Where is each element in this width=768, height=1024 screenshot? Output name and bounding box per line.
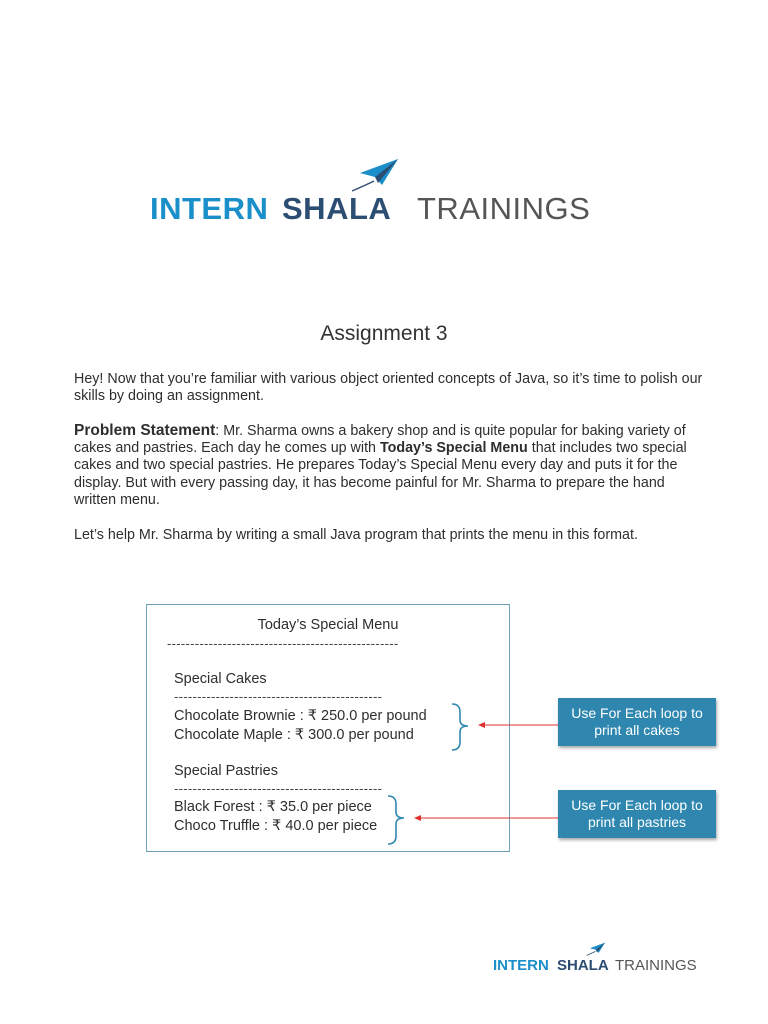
logo-trainings-text: TRAININGS	[417, 191, 591, 226]
cake-item: Chocolate Brownie : ₹ 250.0 per pound	[174, 708, 427, 724]
cakes-heading: Special Cakes	[174, 671, 267, 687]
footer-logo	[493, 940, 703, 976]
problem-text-2: that includes two special cakes and two special pastries. He prepares Today’s Special Menu every day and puts it for the display. But with every passing day, it has become painful for Mr. Sharma to prepare the hand written menu.	[74, 440, 687, 508]
pastries-brace	[388, 796, 404, 844]
paper-plane-icon	[585, 940, 609, 958]
pastry-item: Choco Truffle : ₹ 40.0 per piece	[174, 818, 378, 834]
pastries-arrowhead	[414, 815, 421, 821]
footer-logo-intern-text: INTERN	[493, 957, 549, 974]
page-title: Assignment 3	[320, 322, 448, 345]
cakes-divider: ---------------------------------------------	[174, 689, 383, 704]
cake-item: Chocolate Maple : ₹ 300.0 per pound	[174, 727, 414, 743]
pastries-divider: ---------------------------------------------	[174, 781, 383, 796]
cakes-brace	[452, 704, 468, 750]
problem-statement-label: Problem Statement	[74, 422, 216, 439]
pastries-heading: Special Pastries	[174, 763, 278, 779]
intro-paragraph: Hey! Now that you’re familiar with various object oriented concepts of Java, so it’s time to polish our skills by doing an assignment.	[74, 371, 703, 405]
menu-divider-top: --------------------------------------------------	[167, 636, 399, 651]
logo-intern-text: INTERN	[150, 191, 269, 226]
menu-heading: Today’s Special Menu	[257, 617, 399, 633]
callout-cakes: Use For Each loop to print all cakes	[558, 698, 716, 746]
pastry-item: Black Forest : ₹ 35.0 per piece	[174, 799, 372, 815]
callout-pastries: Use For Each loop to print all pastries	[558, 790, 716, 838]
footer-logo-trainings-text: TRAININGS	[615, 957, 697, 974]
cakes-arrowhead	[478, 722, 485, 728]
footer-logo-shala-text: SHALA	[557, 957, 609, 974]
help-paragraph: Let’s help Mr. Sharma by writing a small Java program that prints the menu in this format.	[74, 527, 638, 543]
logo-shala-text: SHALA	[282, 191, 392, 226]
problem-highlight: Today’s Special Menu	[379, 440, 528, 457]
problem-text-1: : Mr. Sharma owns a bakery shop and is quite popular for baking variety of cakes and pastries. Each day he comes up with	[74, 423, 686, 457]
